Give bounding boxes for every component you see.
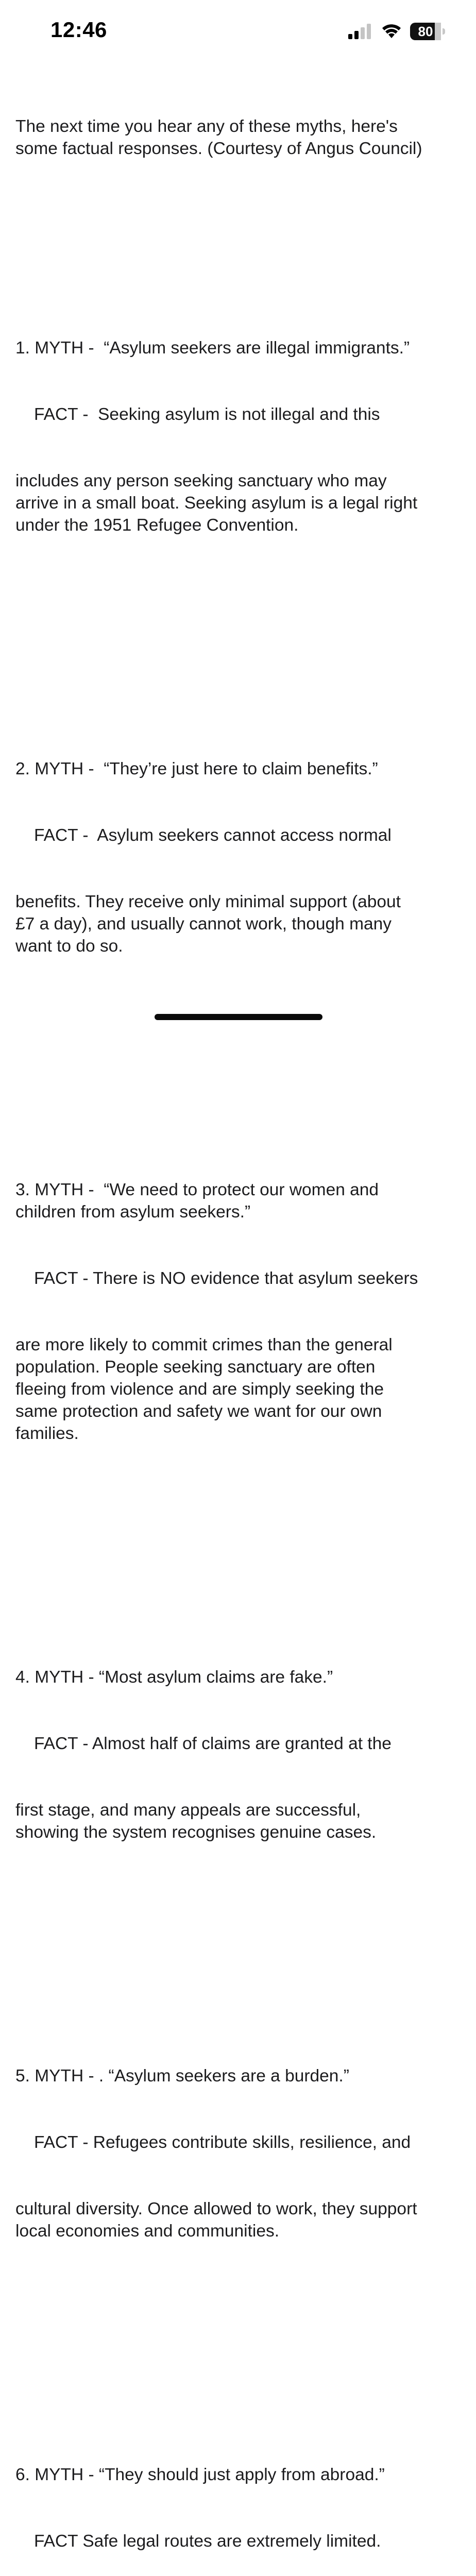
status-bar xyxy=(0,0,476,57)
battery-body xyxy=(410,23,441,40)
paragraph-gap xyxy=(15,204,469,226)
fact-continuation: benefits. They receive only minimal support (about £7 a day), and usually cannot work, though many want to do so. xyxy=(15,892,401,956)
paragraph-gap xyxy=(15,1533,469,1555)
fact-continuation: includes any person seeking sanctuary who may arrive in a small boat. Seeking asylum is a legal right under the 1951 Refugee Convention. xyxy=(15,471,418,535)
wifi-icon xyxy=(381,23,402,39)
paragraph-gap xyxy=(15,1932,469,1954)
myth-text: 1. MYTH - “Asylum seekers are illegal immigrants.” xyxy=(15,338,410,358)
myth-item-2 xyxy=(15,714,469,1002)
fact-continuation: cultural diversity. Once allowed to work, they support local economies and communities. xyxy=(15,2199,417,2241)
myth-item-1 xyxy=(15,293,469,581)
myth-text: 3. MYTH - “We need to protect our women and children from asylum seekers.” xyxy=(15,1180,379,1222)
myth-item-6 xyxy=(15,2419,469,2576)
fact-text: FACT - Seeking asylum is not illegal and this xyxy=(34,405,380,424)
signal-icon xyxy=(348,24,372,39)
myth-text: 5. MYTH - . “Asylum seekers are a burden.” xyxy=(15,2066,349,2086)
battery-level: 80 xyxy=(418,24,433,39)
fact-text: FACT - There is NO evidence that asylum seekers xyxy=(34,1269,418,1288)
home-indicator[interactable] xyxy=(155,1014,322,1020)
fact-continuation: first stage, and many appeals are successful, showing the system recognises genuine cases. xyxy=(15,1801,377,1842)
post-intro xyxy=(15,115,469,160)
battery-cap xyxy=(443,28,445,35)
intro-line-2: some factual responses. (Courtesy of Angus Council) xyxy=(15,139,422,158)
fact-continuation: are more likely to commit crimes than the general population. People seeking sanctuary are often fleeing from violence and are simply seeking the same protection and safety we want for our own families. xyxy=(15,1335,393,1443)
myth-text: 2. MYTH - “They’re just here to claim benefits.” xyxy=(15,759,378,778)
myth-item-5 xyxy=(15,2021,469,2286)
fact-text: FACT Safe legal routes are extremely limited. xyxy=(34,2532,381,2551)
paragraph-gap xyxy=(15,625,469,647)
myth-item-3 xyxy=(15,1134,469,1489)
paragraph-gap xyxy=(15,2331,469,2353)
battery-icon xyxy=(410,23,446,40)
myth-item-4 xyxy=(15,1622,469,1888)
myth-text: 4. MYTH - “Most asylum claims are fake.” xyxy=(15,1668,333,1687)
status-time: 12:46 xyxy=(50,18,107,42)
fact-text: FACT - Refugees contribute skills, resilience, and xyxy=(34,2133,411,2152)
myth-text: 6. MYTH - “They should just apply from abroad.” xyxy=(15,2465,385,2484)
fact-text: FACT - Almost half of claims are granted at the xyxy=(34,1734,392,1753)
intro-line-1: The next time you hear any of these myths, here's xyxy=(15,117,398,136)
fact-text: FACT - Asylum seekers cannot access normal xyxy=(34,826,392,845)
post-body xyxy=(15,71,469,2576)
paragraph-gap xyxy=(15,1046,469,1068)
